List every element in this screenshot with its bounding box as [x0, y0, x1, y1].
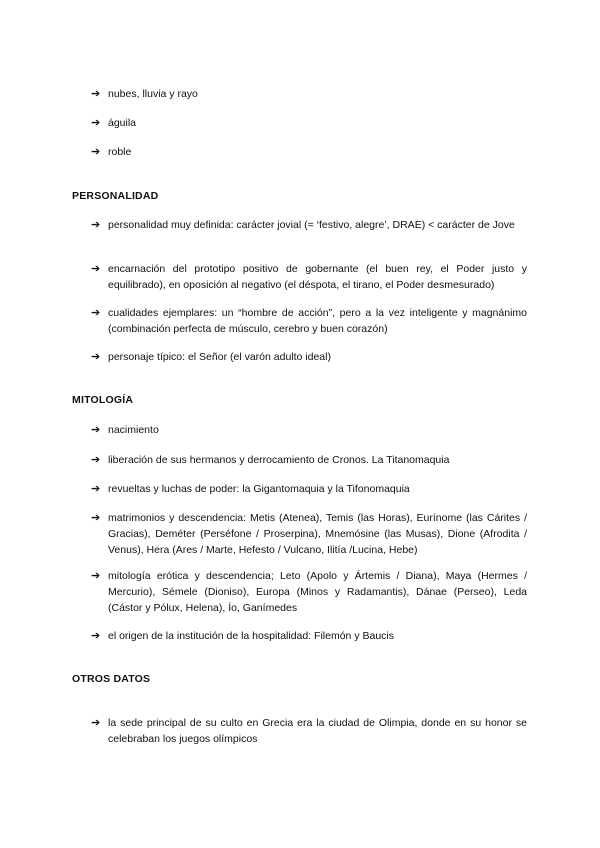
list-item: ➔ matrimonios y descendencia: Metis (Atenea), Temis (las Horas), Eurínome (las Cárites / Gracias), Deméter (Perséfone / Proserpina), Mnemósine (las Musas), Dione (Afrodita / Venus), Hera (Ares / Marte, Hefesto / Vulcano, Ilitía /Lucina, Hebe) [91, 512, 527, 556]
right-arrow-icon: ➔ [91, 512, 101, 524]
right-arrow-icon: ➔ [91, 351, 101, 363]
list-item: ➔ personaje típico: el Señor (el varón adulto ideal) [91, 351, 331, 363]
list-item: ➔ nubes, lluvia y rayo [91, 88, 198, 100]
list-item: ➔ la sede principal de su culto en Grecia era la ciudad de Olimpia, donde en su honor se celebraban los juegos olímpicos [91, 717, 527, 745]
right-arrow-icon: ➔ [91, 483, 101, 495]
section-heading-mitologia: MITOLOGÍA [72, 394, 134, 406]
right-arrow-icon: ➔ [91, 117, 101, 129]
section-heading-personalidad: PERSONALIDAD [72, 190, 159, 202]
list-item: ➔ el origen de la institución de la hospitalidad: Filemón y Baucis [91, 630, 394, 642]
right-arrow-icon: ➔ [91, 424, 101, 436]
right-arrow-icon: ➔ [91, 454, 101, 466]
list-item: ➔ cualidades ejemplares: un “hombre de acción”, pero a la vez inteligente y magnánimo (combinación perfecta de músculo, cerebro y buen corazón) [91, 307, 527, 335]
right-arrow-icon: ➔ [91, 307, 101, 319]
section-heading-otros-datos: OTROS DATOS [72, 673, 151, 685]
right-arrow-icon: ➔ [91, 570, 101, 582]
right-arrow-icon: ➔ [91, 717, 101, 729]
right-arrow-icon: ➔ [91, 630, 101, 642]
list-item: ➔ nacimiento [91, 424, 159, 436]
list-item: ➔ mitología erótica y descendencia; Leto (Apolo y Ártemis / Diana), Maya (Hermes / Mercurio), Sémele (Dioniso), Europa (Minos y Radamantis), Dánae (Perseo), Leda (Cástor y Pólux, Helena), Ío, Ganímedes [91, 570, 527, 614]
list-item: ➔ liberación de sus hermanos y derrocamiento de Cronos. La Titanomaquia [91, 454, 450, 466]
list-item: ➔ águila [91, 117, 137, 129]
list-item: ➔ personalidad muy definida: carácter jovial (= ‘festivo, alegre’, DRAE) < carácter de Jove [91, 219, 515, 231]
list-item: ➔ roble [91, 146, 132, 158]
right-arrow-icon: ➔ [91, 263, 101, 275]
right-arrow-icon: ➔ [91, 88, 101, 100]
list-item: ➔ encarnación del prototipo positivo de gobernante (el buen rey, el Poder justo y equilibrado), en oposición al negativo (el déspota, el tirano, el Poder desmesurado) [91, 263, 527, 291]
list-item: ➔ revueltas y luchas de poder: la Gigantomaquia y la Tifonomaquia [91, 483, 410, 495]
right-arrow-icon: ➔ [91, 146, 101, 158]
right-arrow-icon: ➔ [91, 219, 101, 231]
